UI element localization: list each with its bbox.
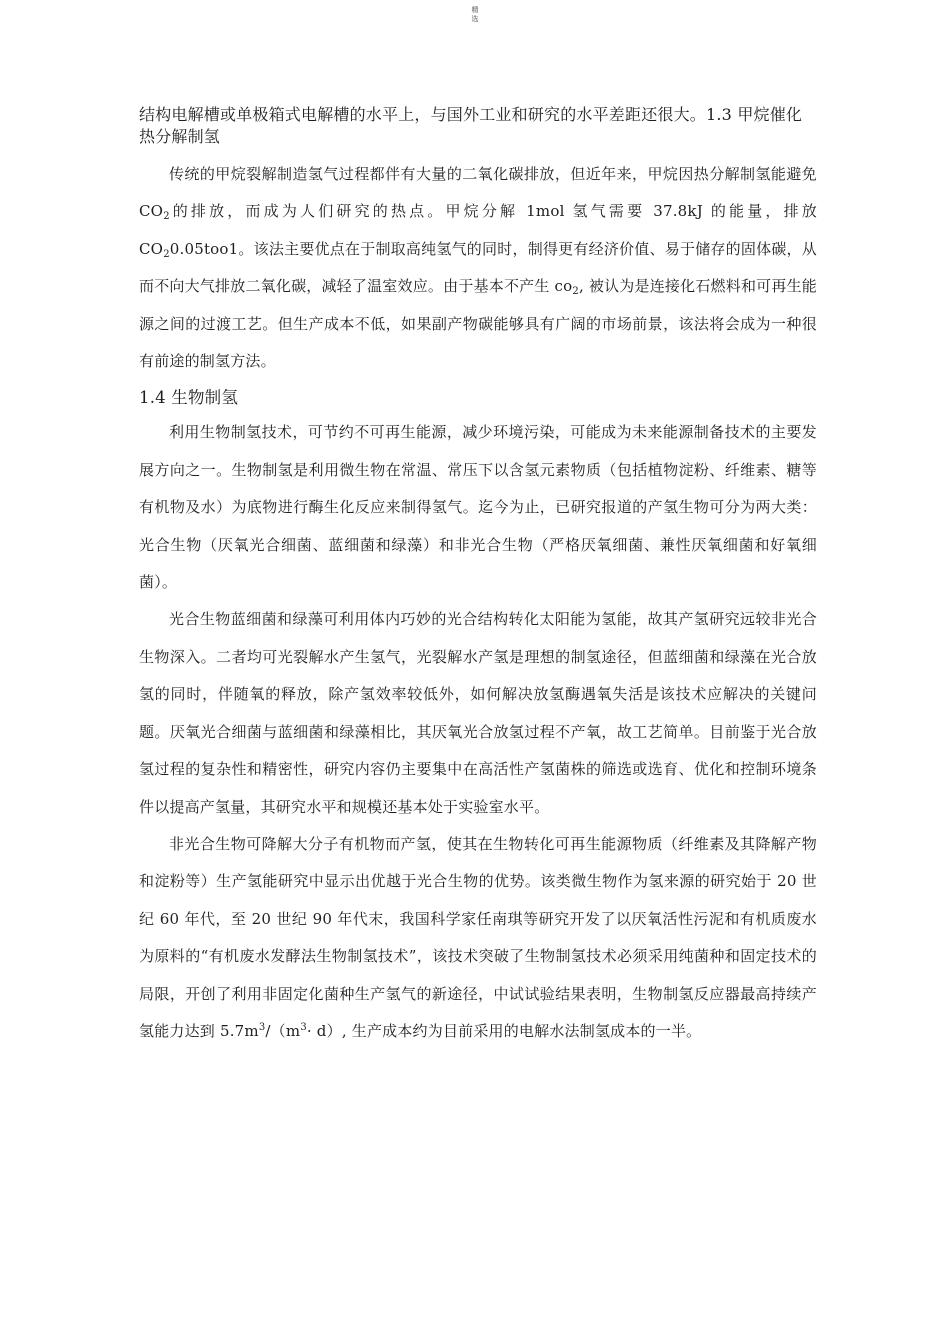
methane-text-b: 的排放，而成为人们研究的热点。甲烷分解 1mol 氢气需要 37.8kJ 的能量，排放 CO <box>139 202 817 258</box>
methane-text-c: 0.05too1。该法主要优点在于制取高纯氢气的同时，制得更有经济价值、易于储存的固体碳，从而不向大气排放二氧化碳，减轻了温室效应。由于基本不产生 co <box>139 239 817 296</box>
paragraph-bio-intro: 利用生物制氢技术，可节约不可再生能源，减少环境污染，可能成为未来能源制备技术的主要发展方向之一。生物制氢是利用微生物在常温、常压下以含氢元素物质（包括植物淀粉、纤维素、糖等有机物及水）为底物进行酶生化反应来制得氢气。迄今为止，已研究报道的产氢生物可分为两大类：光合生物（厌氧光合细菌、蓝细菌和绿藻）和非光合生物（严格厌氧细菌、兼性厌氧细菌和好氧细菌）。 <box>139 423 817 592</box>
nonphoto-text-a: 非光合生物可降解大分子有机物而产氢，使其在生物转化可再生能源物质（纤维素及其降解产物和淀粉等）生产氢能研究中显示出优越于光合生物的优势。该类微生物作为氢来源的研究始于 20 世纪 60 年代，至 20 世纪 90 年代末，我国科学家任南琪等研究开发了以厌氧活性污泥和有机质废水为原料的“有机废水发酵法生物制氢技术”，该技术突破了生物制氢技术必须采用纯菌种和固定技术的局限，开创了利用非固定化菌种生产氢气的新途径，中试试验结果表明，生物制氢反应器最高持续产氢能力达到 5.7m <box>139 834 817 1040</box>
paragraph-non-photosynthetic <box>139 826 817 1050</box>
section-heading-1-4: 1.4 生物制氢 <box>139 388 239 408</box>
methane-sub-3: 2 <box>572 286 579 298</box>
nonphoto-text-b: /（m <box>265 1021 301 1040</box>
header-char-2: 选 <box>471 15 479 23</box>
document-body <box>139 104 817 1050</box>
paragraph-photosynthetic: 光合生物蓝细菌和绿藻可利用体内巧妙的光合结构转化太阳能为氢能，故其产氢研究远较非光合生物深入。二者均可光裂解水产生氢气，光裂解水产氢是理想的制氢途径，但蓝细菌和绿藻在光合放氢的同时，伴随氧的释放，除产氢效率较低外，如何解决放氢酶遇氧失活是该技术应解决的关键问题。厌氧光合细菌与蓝细菌和绿藻相比，其厌氧光合放氢过程不产氧，故工艺简单。目前鉴于光合放氢过程的复杂性和精密性，研究内容仍主要集中在高活性产氢菌株的筛选或选育、优化和控制环境条件以提高产氢量，其研究水平和规模还基本处于实验室水平。 <box>139 610 817 816</box>
methane-sub-1: 2 <box>163 211 170 223</box>
nonphoto-sup-1: 3 <box>258 1021 266 1033</box>
nonphoto-text-c: · d）, 生产成本约为目前采用的电解水法制氢成本的一半。 <box>306 1021 702 1040</box>
header-char-1: 精 <box>471 6 479 14</box>
methane-text-a: 传统的甲烷裂解制造氢气过程都伴有大量的二氧化碳排放，但近年来，甲烷因热分解制氢能避免 CO <box>139 165 817 221</box>
nonphoto-sup-2: 3 <box>300 1021 307 1033</box>
continuation-text: 结构电解槽或单极箱式电解槽的水平上，与国外工业和研究的水平差距还很大。1.3 甲烷催化热分解制氢 <box>139 105 803 146</box>
page-header <box>0 6 950 24</box>
methane-sub-2: 2 <box>163 248 170 260</box>
methane-text-d: , 被认为是连接化石燃料和可再生能源之间的过渡工艺。但生产成本不低，如果副产物碳能够具有广阔的市场前景，该法将会成为一种很有前途的制氢方法。 <box>139 277 817 371</box>
paragraph-methane <box>139 156 817 380</box>
